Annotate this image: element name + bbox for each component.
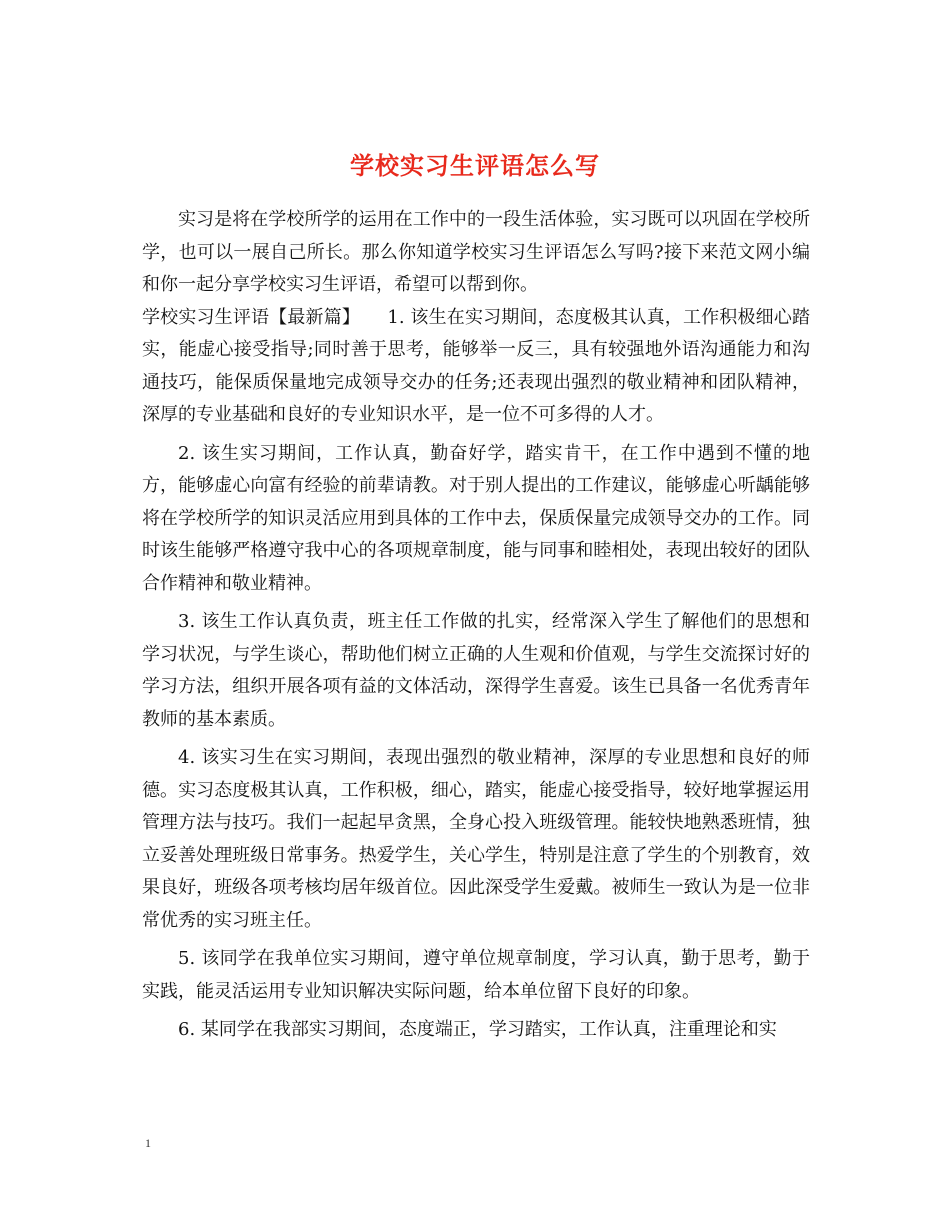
document-body <box>142 204 810 1047</box>
comment-paragraph-1: 学校实习生评语【最新篇】 1. 该生在实习期间，态度极其认真，工作积极细心踏实，能虚心接受指导;同时善于思考，能够举一反三，具有较强地外语沟通能力和沟通技巧，能保质保量地完成领导交办的任务;还表现出强烈的敬业精神和团队精神，深厚的专业基础和良好的专业知识水平，是一位不可多得的人才。 <box>142 306 810 425</box>
comment-paragraph-6: 6. 某同学在我部实习期间，态度端正，学习踏实，工作认真，注重理论和实 <box>178 1019 777 1040</box>
comment-paragraph-2: 2. 该生实习期间，工作认真，勤奋好学，踏实肯干，在工作中遇到不懂的地方，能够虚心向富有经验的前辈请教。对于别人提出的工作建议，能够虚心听龋能够将在学校所学的知识灵活应用到具体的工作中去，保质保量完成领导交办的工作。同时该生能够严格遵守我中心的各项规章制度，能与同事和睦相处，表现出较好的团队合作精神和敬业精神。 <box>142 442 810 594</box>
intro-paragraph: 实习是将在学校所学的运用在工作中的一段生活体验，实习既可以巩固在学校所学，也可以一展自己所长。那么你知道学校实习生评语怎么写吗?接下来范文网小编和你一起分享学校实习生评语，希望可以帮到你。 <box>142 209 810 295</box>
document-title: 学校实习生评语怎么写 <box>350 152 600 181</box>
comment-paragraph-5: 5. 该同学在我单位实习期间，遵守单位规章制度，学习认真，勤于思考，勤于实践，能灵活运用专业知识解决实际问题，给本单位留下良好的印象。 <box>142 948 810 1002</box>
comment-paragraph-3: 3. 该生工作认真负责，班主任工作做的扎实，经常深入学生了解他们的思想和学习状况，与学生谈心，帮助他们树立正确的人生观和价值观，与学生交流探讨好的学习方法，组织开展各项有益的文体活动，深得学生喜爱。该生已具备一名优秀青年教师的基本素质。 <box>142 611 810 730</box>
page-number: 1 <box>145 1136 151 1150</box>
comment-paragraph-4: 4. 该实习生在实习期间，表现出强烈的敬业精神，深厚的专业思想和良好的师德。实习态度极其认真，工作积极，细心，踏实，能虚心接受指导，较好地掌握运用管理方法与技巧。我们一起起早贪黑，全身心投入班级管理。能较快地熟悉班情，独立妥善处理班级日常事务。热爱学生，关心学生，特别是注意了学生的个别教育，效果良好，班级各项考核均居年级首位。因此深受学生爱戴。被师生一致认为是一位非常优秀的实习班主任。 <box>142 747 810 931</box>
